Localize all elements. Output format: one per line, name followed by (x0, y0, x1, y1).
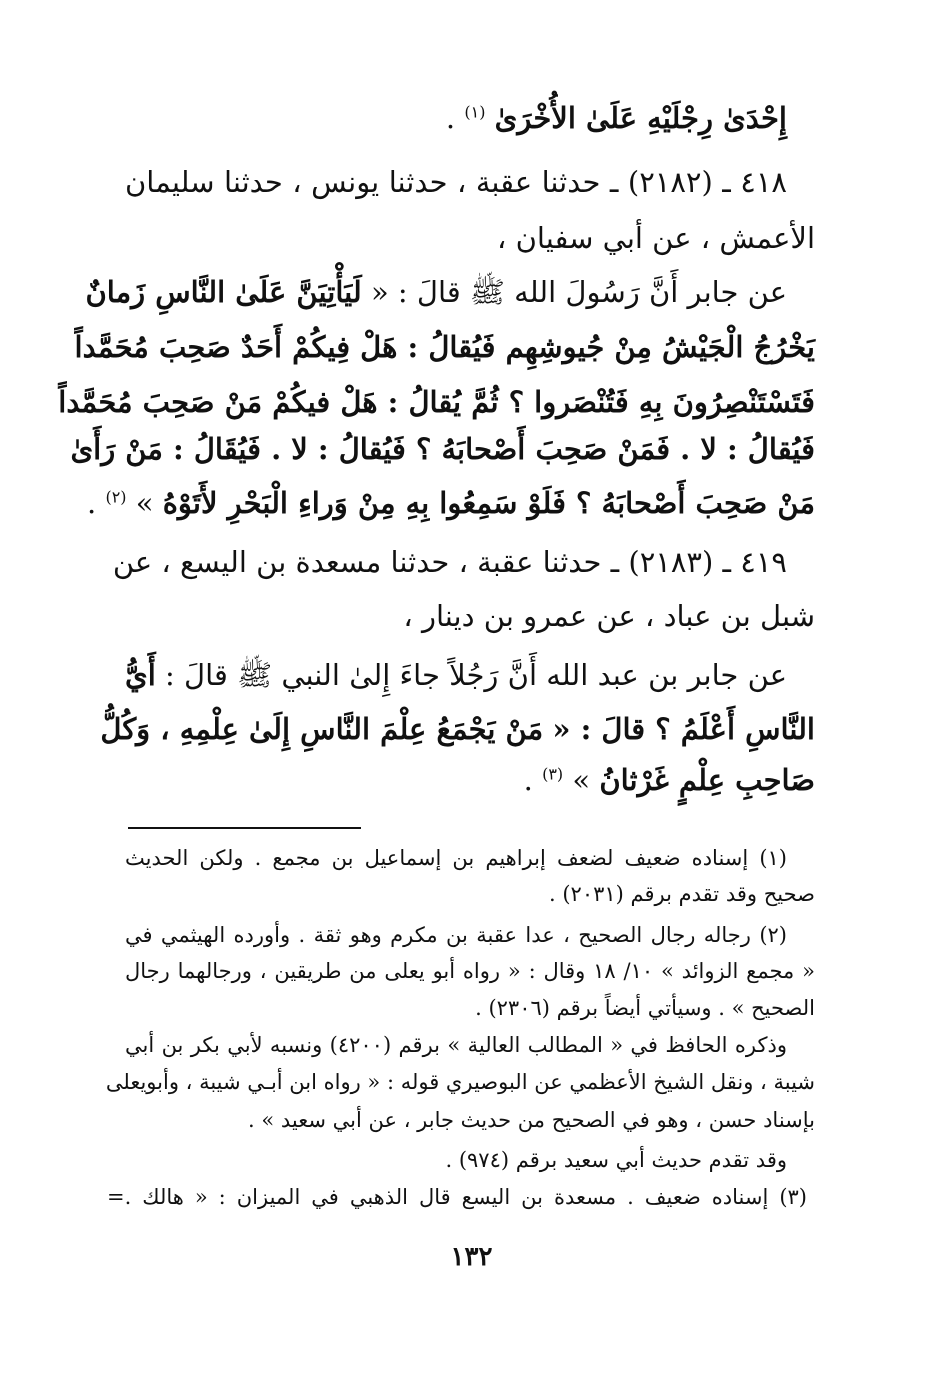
hadith-419-matn-line-3 (125, 758, 815, 802)
hadith-419-matn-quote-start: أَيُّ (125, 658, 156, 692)
closing-quote: » (135, 486, 154, 520)
hadith-418-matn-quote-start: لَيَأْتِيَنَّ عَلَىٰ النَّاسِ زَمانٌ (85, 275, 362, 309)
hadith-418-isnad-line-1: ٤١٨ ـ (٢١٨٢) ـ حدثنا عقبة ، حدثنا يونس ، حدثنا سليمان (125, 165, 788, 199)
hadith-417-continuation (125, 96, 815, 140)
period: . (445, 101, 456, 135)
footnote-2-line-7: وقد تقدم حديث أبي سعيد برقم (٩٧٤) . (445, 1148, 787, 1172)
footnote-1-line-2: صحيح وقد تقدم برقم (٢٠٣١) . (549, 882, 815, 906)
hadith-418-matn-line-2: يَخْرُجُ الْجَيْشُ مِنْ جُيوشِهِم فَيُقالُ : هَلْ فِيكُمْ أَحَدٌ صَحِبَ مُحَمَّداً (74, 330, 815, 364)
hadith-419-matn-line-2 (100, 707, 815, 751)
footnote-2-line-6: بإسناد حسن ، وهو في الصحيح من حديث جابر ، عن أبي سعيد » . (248, 1108, 815, 1132)
footnote-2-line-5: شيبة ، ونقل الشيخ الأعظمي عن البوصيري قوله : « رواه ابن أبـي شيبة ، وأبويعلى (105, 1070, 815, 1094)
hadith-418-matn-line-1 (85, 270, 815, 314)
hadith-418-matn-line-5 (87, 481, 815, 525)
footnote-2-line-1: (٢) رجاله رجال الصحيح ، عدا عقبة بن مكرم وهو ثقة . وأورده الهيثمي في (125, 923, 787, 947)
hadith-419-matn-quote: مَنْ يَجْمَعُ عِلْمَ النَّاسِ إِلَىٰ عِلْمِهِ ، وَكُلُّ (100, 712, 544, 746)
footnote-ref-1[interactable]: (١) (464, 102, 486, 122)
footnote-2-line-2: « مجمع الزوائد » ١٠/ ١٨ وقال : « رواه أبو يعلى من طريقين ، ورجالهما رجال (125, 959, 815, 983)
footnote-ref-3[interactable]: (٣) (542, 764, 564, 784)
hadith-418-matn-line-3: فَتَسْتَنْصِرُونَ بِهِ فَتُنْصَروا ؟ ثُمَّ يُقالُ : هَلْ فيكُمْ مَنْ صَحِبَ مُحَمَّداً (58, 385, 815, 419)
hadith-419-matn-quote-end: صَاحِبِ عِلْمٍ غَرْثانُ (599, 763, 815, 797)
closing-quote: » (572, 763, 591, 797)
period: . (87, 486, 97, 520)
hadith-418-matn-quote-end: مَنْ صَحِبَ أَصْحابَهُ ؟ فَلَوْ سَمِعُوا بِهِ مِنْ وَراءِ الْبَحْرِ لأَتَوْهُ (162, 486, 815, 520)
footnote-separator (128, 827, 361, 829)
hadith-418-isnad-line-2: الأعمش ، عن أبي سفيان ، (497, 221, 815, 255)
hadith-419-matn-intro: عن جابر بن عبد الله أَنَّ رَجُلاً جاءَ إِلىٰ النبي ﷺ قالَ : (165, 658, 787, 692)
footnote-3-line-1: (٣) إسناده ضعيف . مسعدة بن اليسع قال الذهبي في الميزان : « هالك .= (107, 1185, 807, 1209)
hadith-419-matn-word: النَّاسِ أَعْلَمُ ؟ قالَ : « (552, 712, 815, 746)
hadith-418-matn-line-4: فَيُقالُ : لا . فَمَنْ صَحِبَ أَصْحابَهُ ؟ فَيُقالُ : لا . فَيُقَالُ : مَنْ رَأَىٰ (70, 432, 815, 466)
period: . (523, 763, 533, 797)
hadith-417-text: إِحْدَىٰ رِجْلَيْهِ عَلَىٰ الأُخْرَىٰ (494, 101, 787, 135)
footnote-2-line-3: الصحيح » . وسيأتي أيضاً برقم (٢٣٠٦) . (475, 996, 815, 1020)
hadith-418-matn-intro: عن جابر أَنَّ رَسُولَ الله ﷺ قالَ : « (370, 275, 787, 309)
hadith-419-isnad-line-2: شبل بن عباد ، عن عمرو بن دينار ، (403, 599, 815, 633)
footnote-2-line-4: وذكره الحافظ في « المطالب العالية » برقم (٤٢٠٠) ونسبه لأبي بكر بن أبي (125, 1033, 787, 1057)
page-number: ١٣٢ (450, 1242, 493, 1272)
footnote-1-line-1: (١) إسناده ضعيف لضعف إبراهيم بن إسماعيل بن مجمع . ولكن الحديث (125, 846, 787, 870)
hadith-419-isnad-line-1: ٤١٩ ـ (٢١٨٣) ـ حدثنا عقبة ، حدثنا مسعدة بن اليسع ، عن (112, 545, 787, 579)
footnote-ref-2[interactable]: (٢) (105, 487, 127, 507)
hadith-419-matn-line-1 (125, 653, 815, 697)
